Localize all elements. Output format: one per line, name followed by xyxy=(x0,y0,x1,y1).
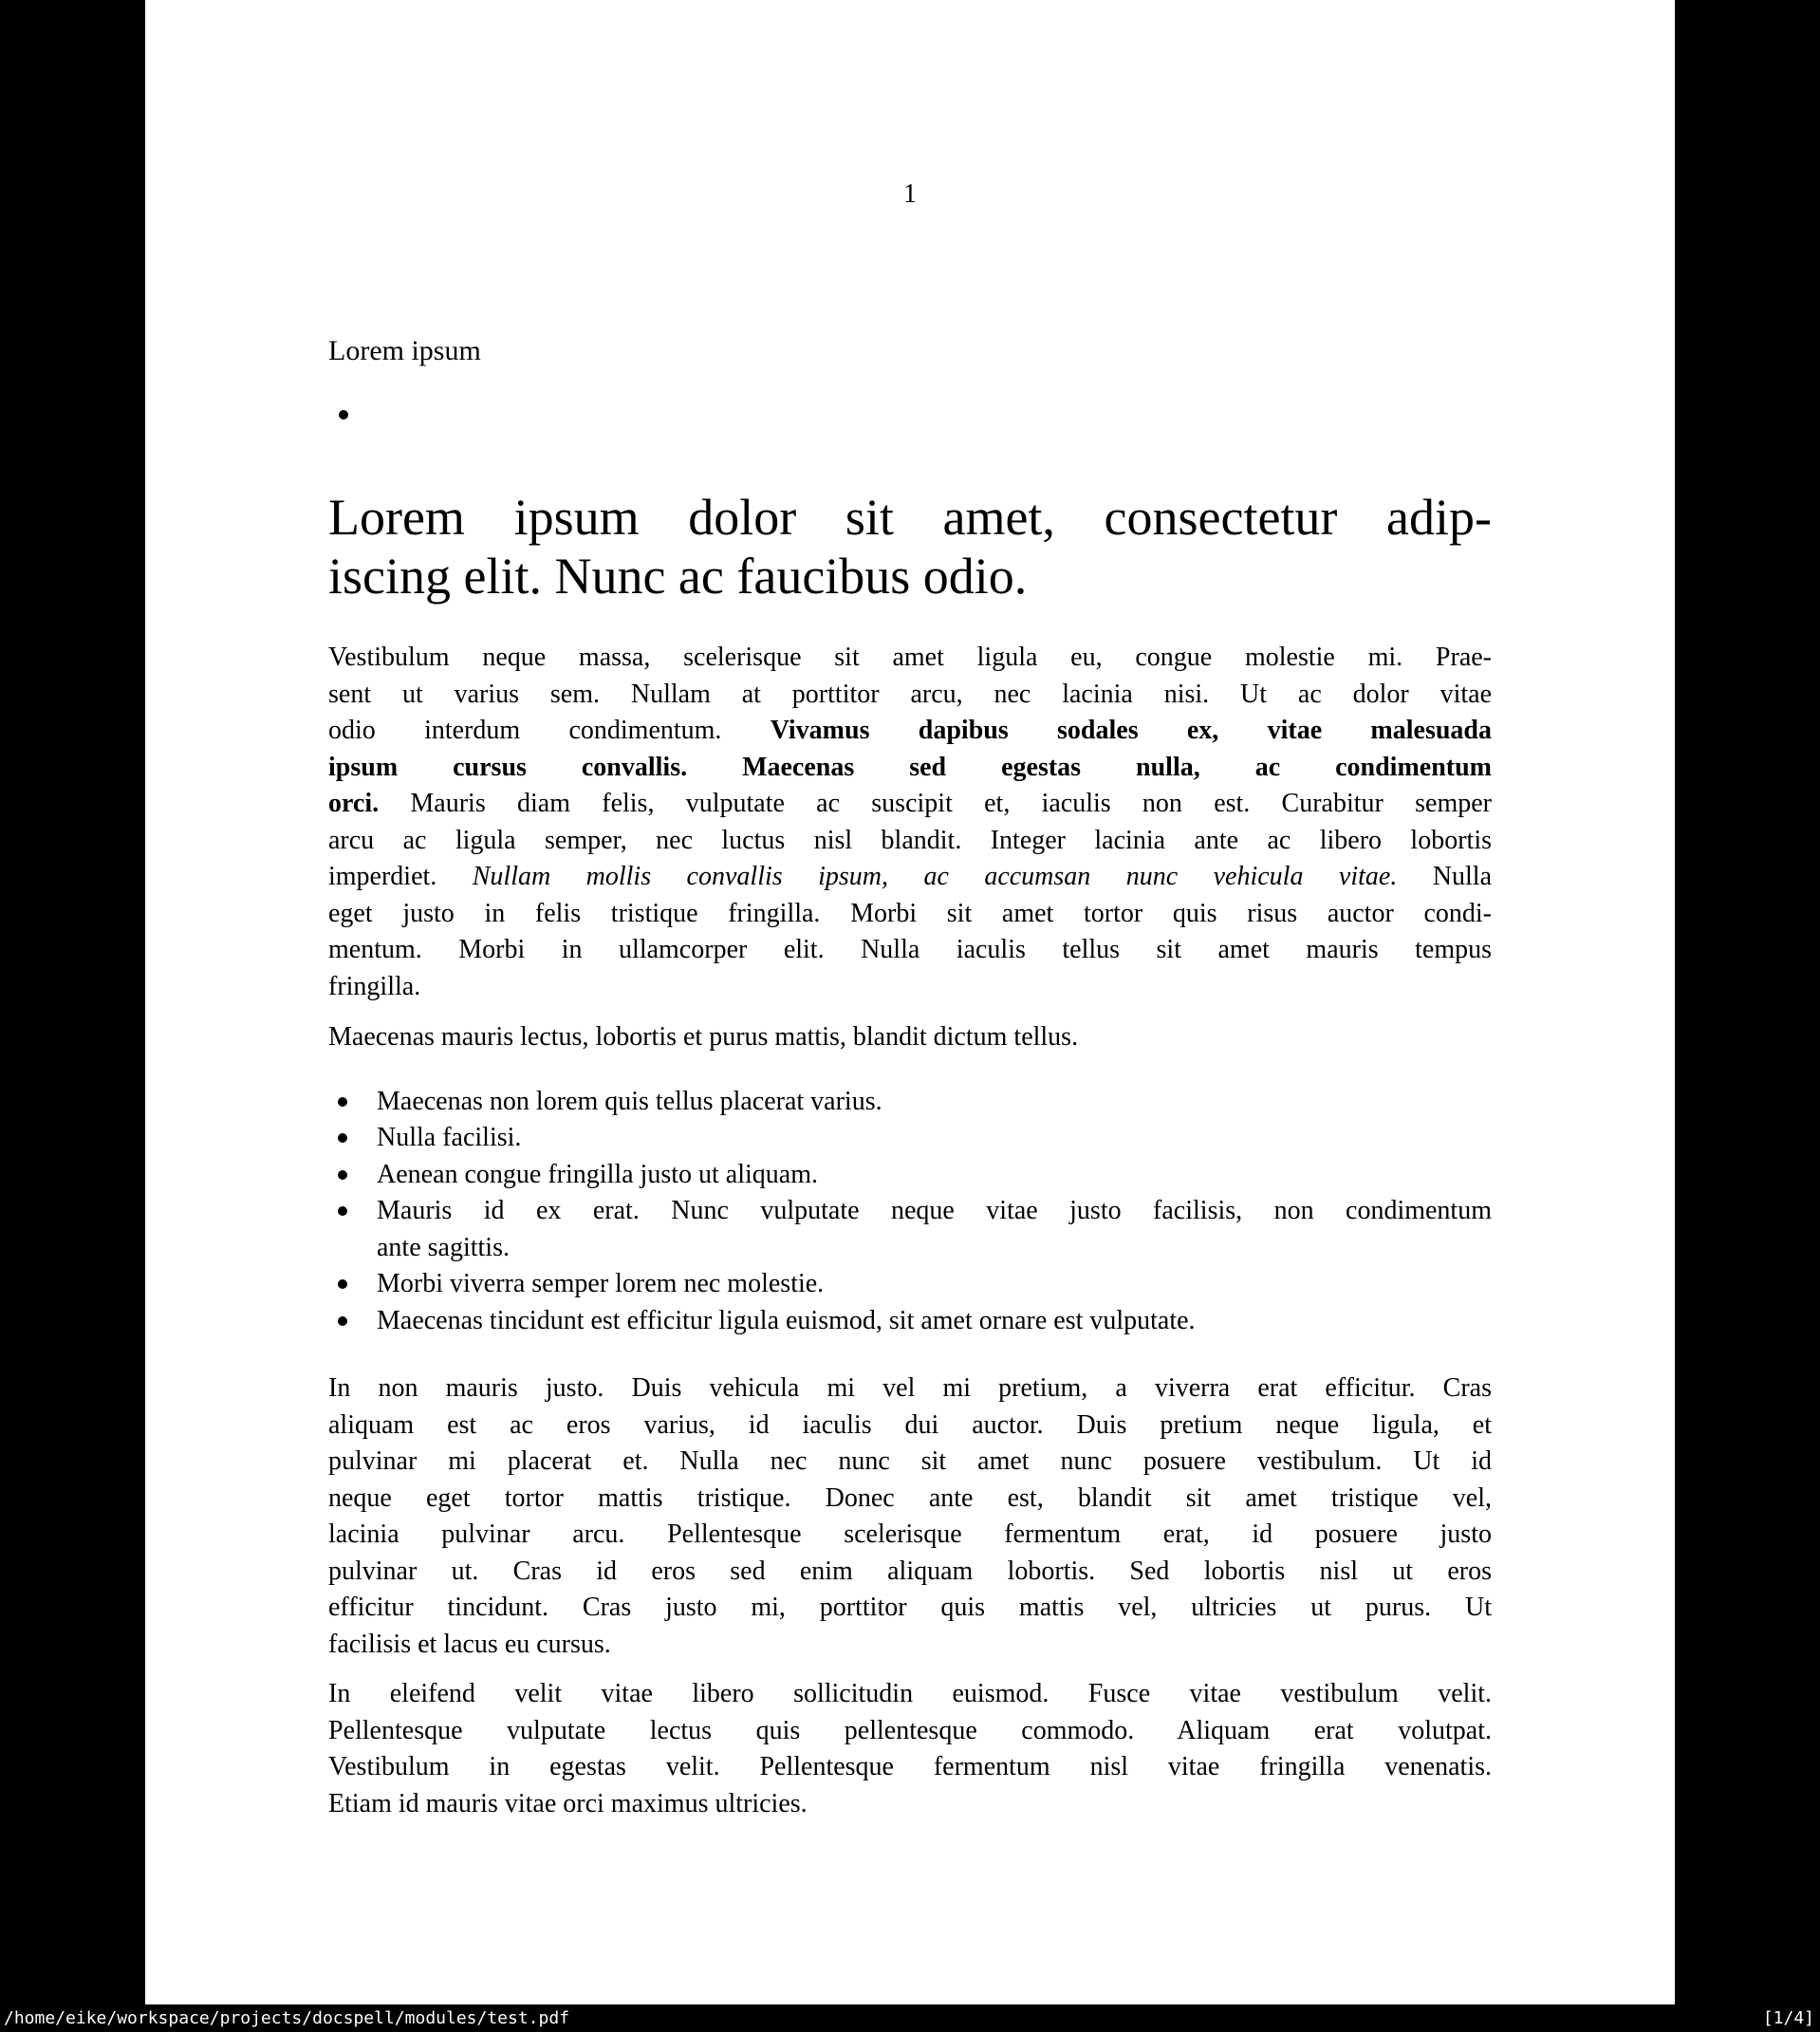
text-line xyxy=(328,1370,1492,1407)
list-item xyxy=(328,1120,1492,1157)
page-number: 1 xyxy=(903,179,917,209)
bold-text: Vivamus dapibus sodales ex, vitae malesuada xyxy=(770,716,1492,745)
text-line xyxy=(377,1157,1492,1194)
text-line xyxy=(328,713,1492,750)
regular-text: Morbi viverra semper lorem nec molestie. xyxy=(377,1269,825,1298)
regular-text: eget justo in felis tristique fringilla. Morbi sit amet tortor quis risus auctor condi- xyxy=(328,898,1492,928)
bullet-icon xyxy=(338,1133,347,1143)
lead-paragraph xyxy=(328,1019,1492,1056)
regular-text: Pellentesque vulputate lectus quis pellentesque commodo. Aliquam erat volutpat. xyxy=(328,1715,1492,1745)
regular-text: aliquam est ac eros varius, id iaculis dui auctor. Duis pretium neque ligula, et xyxy=(328,1409,1492,1440)
list-item xyxy=(328,1157,1492,1194)
text-line xyxy=(328,1407,1492,1445)
text-line xyxy=(328,1786,1492,1823)
regular-text: facilisis et lacus eu cursus. xyxy=(328,1629,611,1659)
document-heading xyxy=(328,488,1492,606)
paragraph-2 xyxy=(328,1370,1492,1663)
text-line xyxy=(328,969,1492,1006)
paragraph-3 xyxy=(328,1676,1492,1822)
regular-text: iscing elit. Nunc ac faucibus odio. xyxy=(328,548,1028,605)
text-line xyxy=(328,547,1492,606)
list-item xyxy=(328,1266,1492,1303)
empty-bullet-item xyxy=(328,397,1492,434)
list-item xyxy=(328,1303,1492,1340)
text-line xyxy=(377,1230,1492,1267)
text-line xyxy=(328,823,1492,860)
regular-text: Etiam id mauris vitae orci maximus ultricies. xyxy=(328,1788,808,1818)
regular-text: In non mauris justo. Duis vehicula mi vel mi pretium, a viverra erat efficitur. Cras xyxy=(328,1373,1492,1403)
regular-text: Nulla xyxy=(1397,862,1493,891)
regular-text: Mauris diam felis, vulputate ac suscipit et, iaculis non est. Curabitur semper xyxy=(410,789,1492,818)
list-item xyxy=(328,1084,1492,1121)
text-line xyxy=(328,640,1492,677)
regular-text: Vestibulum neque massa, scelerisque sit amet ligula eu, congue molestie mi. Prae- xyxy=(328,643,1492,672)
bullet-icon xyxy=(338,1316,347,1326)
text-line xyxy=(328,932,1492,969)
text-line xyxy=(377,1084,1492,1121)
text-line xyxy=(328,1517,1492,1554)
pdf-page[interactable] xyxy=(145,0,1675,2004)
text-line xyxy=(377,1193,1492,1230)
regular-text: Mauris id ex erat. Nunc vulputate neque vitae justo facilisis, non condimentum xyxy=(377,1196,1492,1225)
bold-text: ipsum cursus convallis. Maecenas sed egestas nulla, ac condimentum xyxy=(328,752,1492,782)
text-line xyxy=(328,750,1492,787)
regular-text: efficitur tincidunt. Cras justo mi, porttitor quis mattis vel, ultricies ut purus. Ut xyxy=(328,1593,1492,1622)
regular-text: sent ut varius sem. Nullam at porttitor arcu, nec lacinia nisi. Ut ac dolor vitae xyxy=(328,679,1492,709)
list-item xyxy=(328,1193,1492,1266)
bullet-list xyxy=(328,1084,1492,1340)
bullet-icon xyxy=(338,1279,347,1289)
regular-text: Aenean congue fringilla justo ut aliquam. xyxy=(377,1159,818,1189)
regular-text: ante sagittis. xyxy=(377,1232,510,1262)
statusbar xyxy=(0,2004,1820,2032)
text-line xyxy=(328,488,1492,547)
text-line xyxy=(377,1303,1492,1340)
text-line xyxy=(328,1713,1492,1750)
text-line xyxy=(328,1444,1492,1481)
text-line xyxy=(328,1481,1492,1518)
text-line xyxy=(328,1590,1492,1627)
bullet-icon xyxy=(339,410,348,419)
text-line xyxy=(328,677,1492,714)
regular-text: Maecenas tincidunt est efficitur ligula euismod, sit amet ornare est vulputate. xyxy=(377,1305,1196,1335)
text-line xyxy=(328,1019,1492,1056)
text-line xyxy=(328,1749,1492,1786)
regular-text: Maecenas mauris lectus, lobortis et purus mattis, blandit dictum tellus. xyxy=(328,1022,1079,1052)
text-line xyxy=(328,1554,1492,1591)
text-line xyxy=(377,1120,1492,1157)
regular-text: odio interdum condimentum. xyxy=(328,716,771,745)
paragraph-1 xyxy=(328,640,1492,1005)
regular-text: Lorem ipsum dolor sit amet, consectetur adip- xyxy=(328,489,1492,546)
text-line xyxy=(328,859,1492,896)
text-line xyxy=(328,1676,1492,1713)
regular-text: fringilla. xyxy=(328,971,421,1001)
text-line xyxy=(328,896,1492,933)
text-line xyxy=(328,786,1492,823)
document-content xyxy=(328,333,1492,1822)
text-line xyxy=(328,333,1492,370)
bullet-icon xyxy=(338,1206,347,1216)
statusbar-page-indicator: [1/4] xyxy=(1762,2008,1814,2028)
regular-text: Lorem ipsum xyxy=(328,335,481,366)
regular-text: Vestibulum in egestas velit. Pellentesque fermentum nisl vitae fringilla venenatis. xyxy=(328,1752,1492,1781)
italic-text: Nullam mollis convallis ipsum, ac accumsan nunc vehicula vitae. xyxy=(472,862,1398,891)
regular-text: lacinia pulvinar arcu. Pellentesque scelerisque fermentum erat, id posuere justo xyxy=(328,1519,1492,1549)
regular-text: arcu ac ligula semper, nec luctus nisl blandit. Integer lacinia ante ac libero lobortis xyxy=(328,825,1492,855)
text-line xyxy=(328,1627,1492,1664)
regular-text: imperdiet. xyxy=(328,862,473,891)
regular-text: pulvinar ut. Cras id eros sed enim aliquam lobortis. Sed lobortis nisl ut eros xyxy=(328,1556,1492,1586)
statusbar-file-path: /home/eike/workspace/projects/docspell/modules/test.pdf xyxy=(4,2008,570,2028)
intro-paragraph xyxy=(328,333,1492,370)
bullet-icon xyxy=(338,1097,347,1107)
regular-text: In eleifend velit vitae libero sollicitudin euismod. Fusce vitae vestibulum velit. xyxy=(328,1679,1492,1708)
bold-text: orci. xyxy=(328,789,411,818)
regular-text: Nulla facilisi. xyxy=(377,1123,522,1152)
regular-text: pulvinar mi placerat et. Nulla nec nunc sit amet nunc posuere vestibulum. Ut id xyxy=(328,1446,1492,1476)
regular-text: neque eget tortor mattis tristique. Donec ante est, blandit sit amet tristique vel, xyxy=(328,1482,1492,1513)
bullet-icon xyxy=(338,1170,347,1180)
regular-text: Maecenas non lorem quis tellus placerat varius. xyxy=(377,1086,882,1116)
text-line xyxy=(377,1266,1492,1303)
regular-text: mentum. Morbi in ullamcorper elit. Nulla iaculis tellus sit amet mauris tempus xyxy=(328,935,1492,964)
